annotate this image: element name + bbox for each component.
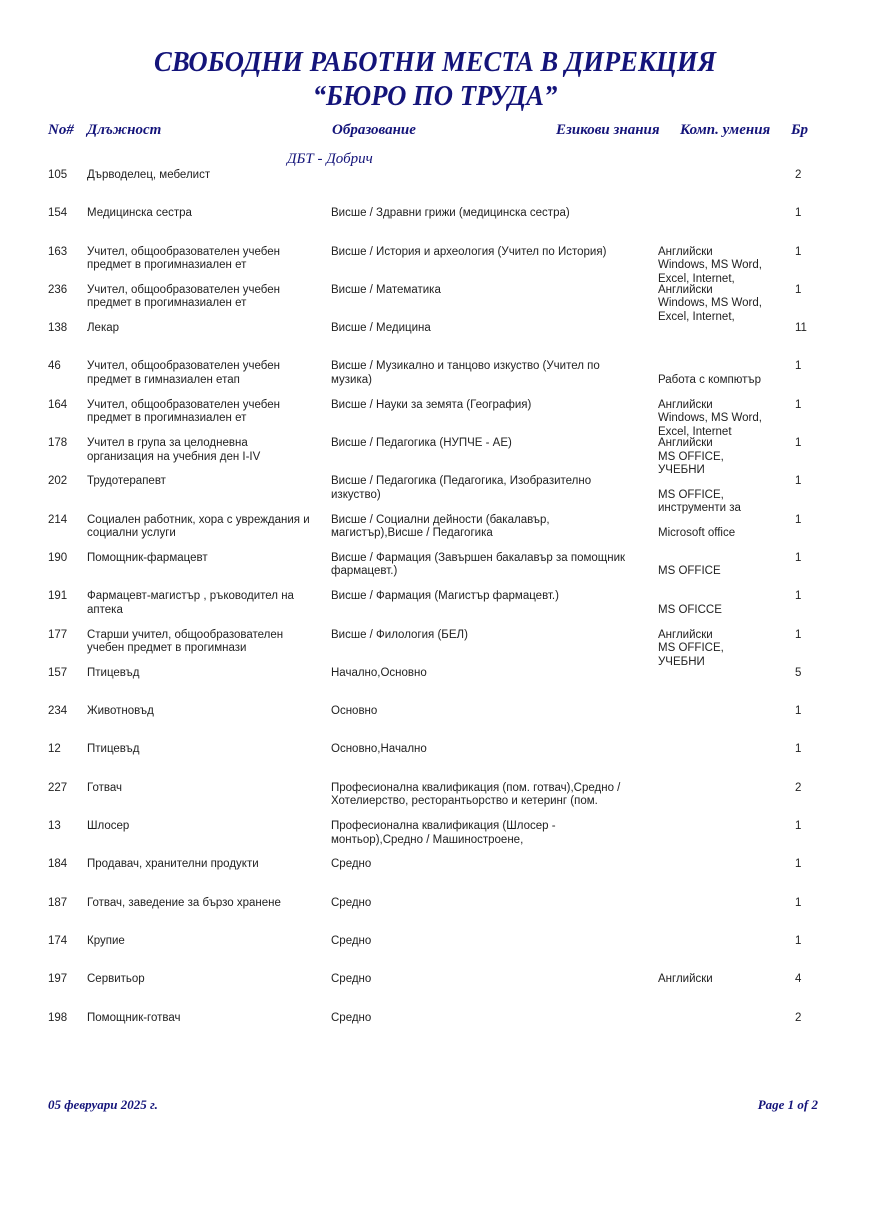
table-row	[0, 897, 870, 935]
row-education-line: Професионална квалификация (Шлосер -	[331, 820, 556, 833]
row-skills-line: MS OFFICE	[658, 565, 721, 578]
row-education	[331, 820, 641, 847]
row-education-line: Висше / Математика	[331, 283, 441, 296]
row-skills-line: MS OFFICE,	[658, 450, 724, 463]
row-position-line: предмет в прогимназиален ет	[87, 297, 247, 310]
table-row	[0, 858, 870, 896]
table-row	[0, 437, 870, 475]
row-education-line: Висше / Педагогика (Педагогика, Изобразително	[331, 475, 592, 488]
row-skills-line: Английски	[658, 973, 713, 986]
row-number: 178	[48, 437, 68, 450]
row-count: 1	[795, 743, 802, 756]
row-position-line: Птицевъд	[87, 666, 140, 679]
row-skills	[658, 514, 783, 541]
table-row	[0, 705, 870, 743]
row-count: 1	[795, 245, 802, 258]
row-position	[87, 322, 322, 336]
row-skills-line: инструменти за	[658, 502, 741, 515]
row-position-line: социални услуги	[87, 527, 176, 540]
row-count: 2	[795, 1011, 802, 1024]
row-number: 234	[48, 705, 68, 718]
row-position-line: Старши учител, общообразователен	[87, 628, 284, 641]
row-position-line: Учител, общообразователен учебен	[87, 245, 281, 258]
row-position-line: Учител, общообразователен учебен	[87, 398, 281, 411]
row-skills	[658, 973, 783, 987]
footer-page-number: Page 1 of 2	[757, 1097, 818, 1112]
header-computer-skills: Комп. умения	[680, 122, 771, 138]
row-position	[87, 897, 322, 911]
row-education-line: Висше / Науки за земята (География)	[331, 398, 532, 411]
row-number: 227	[48, 781, 68, 794]
table-row	[0, 514, 870, 552]
row-position	[87, 743, 322, 757]
row-number: 13	[48, 820, 61, 833]
row-education-line: Основно,Начално	[331, 743, 427, 756]
table-row	[0, 322, 870, 360]
row-skills	[658, 437, 783, 478]
row-position	[87, 858, 322, 872]
row-education-line: Средно	[331, 896, 372, 909]
row-position-line: Учител, общообразователен учебен	[87, 360, 281, 373]
row-position	[87, 935, 322, 949]
row-education	[331, 590, 641, 604]
row-count: 11	[795, 322, 807, 335]
row-position-line: предмет в прогимназиален ет	[87, 412, 247, 425]
row-number: 157	[48, 666, 68, 679]
row-position-line: Дърводелец, мебелист	[87, 169, 211, 181]
row-position-line: предмет в гимназиален етап	[87, 373, 240, 386]
row-count: 1	[795, 360, 802, 373]
row-position	[87, 284, 322, 311]
row-skills-line: Работа с компютър	[658, 373, 762, 386]
row-education	[331, 246, 641, 260]
row-skills	[658, 399, 783, 440]
row-skills	[658, 475, 783, 516]
row-skills-line: УЧЕБНИ	[658, 464, 705, 477]
row-skills-line: Microsoft office	[658, 527, 736, 540]
row-education	[331, 437, 641, 451]
row-education-line: Висше / Социални дейности (бакалавър,	[331, 513, 550, 526]
row-position	[87, 514, 322, 541]
page-title-line-2: “БЮРО ПО ТРУДА”	[312, 80, 558, 112]
table-row	[0, 973, 870, 1011]
row-position	[87, 246, 322, 273]
row-position-line: Сервитьор	[87, 973, 145, 986]
row-skills-line: УЧЕБНИ	[658, 655, 705, 668]
table-row	[0, 667, 870, 705]
row-number: 198	[48, 1011, 68, 1024]
row-education	[331, 360, 641, 387]
row-education	[331, 858, 641, 872]
row-number: 12	[48, 743, 61, 756]
row-skills-line: Английски	[658, 628, 713, 641]
row-number: 154	[48, 207, 68, 220]
row-number: 190	[48, 551, 68, 564]
row-position	[87, 590, 322, 617]
row-position	[87, 820, 322, 834]
table-row	[0, 246, 870, 284]
row-skills-line: Windows, MS Word,	[658, 412, 762, 425]
table-row	[0, 935, 870, 973]
table-row	[0, 782, 870, 820]
header-position: Длъжност	[87, 122, 162, 138]
row-position-line: Социален работник, хора с увреждания и	[87, 513, 310, 526]
table-row	[0, 399, 870, 437]
row-count: 1	[795, 475, 802, 488]
row-position	[87, 360, 322, 387]
table-row	[0, 820, 870, 858]
row-education-line: Висше / Педагогика (НУПЧЕ - АЕ)	[331, 437, 512, 450]
row-position	[87, 705, 322, 719]
row-number: 184	[48, 858, 68, 871]
row-skills-line: Английски	[658, 437, 713, 450]
row-position-line: Учител, общообразователен учебен	[87, 283, 281, 296]
table-row	[0, 590, 870, 628]
row-education-line: монтьор),Средно / Машиностроене,	[331, 833, 524, 846]
row-skills	[658, 629, 783, 670]
row-position-line: Продавач, хранителни продукти	[87, 858, 259, 871]
row-number: 202	[48, 475, 68, 488]
row-position	[87, 973, 322, 987]
row-education-line: Средно	[331, 973, 372, 986]
header-education: Образование	[332, 122, 416, 138]
row-position-line: Лекар	[87, 322, 120, 335]
header-count: Бр	[791, 122, 809, 138]
row-skills	[658, 552, 783, 579]
row-count: 4	[795, 973, 802, 986]
row-position-line: Помощник-готвач	[87, 1011, 181, 1024]
row-education-line: магистър),Висше / Педагогика	[331, 527, 493, 540]
row-position	[87, 552, 322, 566]
row-education	[331, 897, 641, 911]
row-count: 1	[795, 628, 802, 641]
row-skills-line: Excel, Internet,	[658, 310, 735, 323]
row-education-line: Основно	[331, 705, 378, 718]
row-skills-line: Windows, MS Word,	[658, 297, 762, 310]
row-education	[331, 935, 641, 949]
row-skills-line	[658, 475, 783, 489]
row-education-line: изкуство)	[331, 488, 381, 501]
row-education-line: Средно	[331, 1011, 372, 1024]
row-education-line: Висше / Фармация (Завършен бакалавър за помощник	[331, 551, 626, 564]
row-education-line: фармацевт.)	[331, 565, 398, 578]
row-count: 1	[795, 858, 802, 871]
row-number: 164	[48, 398, 68, 411]
row-education	[331, 284, 641, 298]
row-number: 187	[48, 896, 68, 909]
row-skills-line	[658, 514, 783, 528]
row-skills-line: MS OFFICE,	[658, 642, 724, 655]
row-count: 1	[795, 820, 802, 833]
row-position	[87, 782, 322, 796]
table-row	[0, 629, 870, 667]
row-education	[331, 629, 641, 643]
row-education	[331, 1012, 641, 1026]
row-position	[87, 1012, 322, 1026]
row-number: 46	[48, 360, 61, 373]
row-education	[331, 973, 641, 987]
row-skills-line: MS OFICCE	[658, 603, 722, 616]
page-title-line-1: СВОБОДНИ РАБОТНИ МЕСТА В ДИРЕКЦИЯ	[154, 46, 716, 78]
row-position	[87, 207, 322, 221]
row-position-line: Медицинска сестра	[87, 207, 192, 220]
row-position-line: Крупие	[87, 934, 125, 947]
row-count: 1	[795, 590, 802, 603]
row-number: 191	[48, 590, 68, 603]
row-count: 1	[795, 437, 802, 450]
row-skills-line: Excel, Internet	[658, 425, 732, 438]
row-count: 1	[795, 705, 802, 718]
row-position-line: предмет в прогимназиален ет	[87, 259, 247, 272]
job-table-body	[0, 169, 870, 1050]
row-skills	[658, 246, 783, 287]
row-education	[331, 514, 641, 541]
table-row	[0, 1012, 870, 1050]
table-row	[0, 169, 870, 207]
row-position-line: Готвач, заведение за бързо хранене	[87, 896, 281, 909]
row-education-line: Висше / Здравни грижи (медицинска сестра)	[331, 207, 570, 220]
row-number: 177	[48, 628, 68, 641]
row-count: 2	[795, 169, 802, 181]
row-education-line: Висше / Медицина	[331, 322, 431, 335]
row-count: 1	[795, 207, 802, 220]
table-row	[0, 743, 870, 781]
row-education	[331, 322, 641, 336]
row-number: 236	[48, 283, 68, 296]
row-education-line: Висше / Фармация (Магистър фармацевт.)	[331, 590, 559, 603]
row-position-line: аптека	[87, 603, 123, 616]
row-count: 1	[795, 283, 802, 296]
row-skills-line: Английски	[658, 283, 713, 296]
header-no: No#	[48, 122, 74, 138]
row-count: 1	[795, 934, 802, 947]
row-education	[331, 475, 641, 502]
row-education	[331, 743, 641, 757]
header-languages: Езикови знания	[556, 122, 660, 138]
row-skills	[658, 284, 783, 325]
row-education	[331, 782, 641, 809]
row-skills-line: MS OFFICE,	[658, 488, 724, 501]
row-skills	[658, 360, 783, 387]
row-education-line: музика)	[331, 373, 372, 386]
row-number: 174	[48, 934, 68, 947]
row-count: 1	[795, 513, 802, 526]
row-education-line: Средно	[331, 934, 372, 947]
row-position-line: Трудотерапевт	[87, 475, 166, 488]
row-skills-line	[658, 590, 783, 604]
row-position-line: учебен предмет в прогимнази	[87, 642, 247, 655]
row-position	[87, 475, 322, 489]
footer-date: 05 февруари 2025 г.	[48, 1097, 158, 1112]
row-education-line: Професионална квалификация (пом. готвач),Средно /	[331, 781, 621, 794]
row-count: 1	[795, 551, 802, 564]
row-number: 163	[48, 245, 68, 258]
row-skills-line: Английски	[658, 398, 713, 411]
row-education	[331, 667, 641, 681]
row-skills-line: Windows, MS Word,	[658, 259, 762, 272]
row-education	[331, 207, 641, 221]
row-number: 214	[48, 513, 68, 526]
row-position	[87, 437, 322, 464]
row-education	[331, 552, 641, 579]
row-skills	[658, 590, 783, 617]
row-position	[87, 629, 322, 656]
row-count: 5	[795, 666, 802, 679]
row-position-line: Животновъд	[87, 705, 154, 718]
row-number: 138	[48, 322, 68, 335]
row-number: 197	[48, 973, 68, 986]
row-position	[87, 667, 322, 681]
row-count: 2	[795, 781, 802, 794]
row-position-line: организация на учебния ден I-IV	[87, 450, 261, 463]
row-skills-line	[658, 552, 783, 566]
row-skills-line: Английски	[658, 245, 713, 258]
row-number: 105	[48, 169, 68, 181]
table-row	[0, 360, 870, 398]
row-education	[331, 399, 641, 413]
row-position-line: Учител в група за целодневна	[87, 437, 248, 450]
row-education-line: Начално,Основно	[331, 666, 427, 679]
table-row	[0, 475, 870, 513]
row-education-line: Средно	[331, 858, 372, 871]
table-row	[0, 207, 870, 245]
row-position	[87, 169, 322, 183]
row-count: 1	[795, 398, 802, 411]
row-education	[331, 705, 641, 719]
row-education-line: Висше / Филология (БЕЛ)	[331, 628, 468, 641]
row-education-line: Висше / История и археология (Учител по История)	[331, 245, 607, 258]
table-row	[0, 284, 870, 322]
row-skills-line: Excel, Internet,	[658, 272, 735, 285]
row-count: 1	[795, 896, 802, 909]
row-education-line: Висше / Музикално и танцово изкуство (Учител по	[331, 360, 600, 373]
section-label: ДБТ - Добрич	[287, 151, 373, 167]
row-position-line: Фармацевт-магистър , ръководител на	[87, 590, 294, 603]
row-position-line: Помощник-фармацевт	[87, 551, 208, 564]
table-row	[0, 552, 870, 590]
row-position-line: Готвач	[87, 781, 122, 794]
row-position-line: Птицевъд	[87, 743, 140, 756]
row-position-line: Шлосер	[87, 820, 130, 833]
row-skills-line	[658, 360, 783, 374]
row-education-line: Хотелиерство, ресторантьорство и кетеринг (пом.	[331, 795, 598, 808]
row-position	[87, 399, 322, 426]
